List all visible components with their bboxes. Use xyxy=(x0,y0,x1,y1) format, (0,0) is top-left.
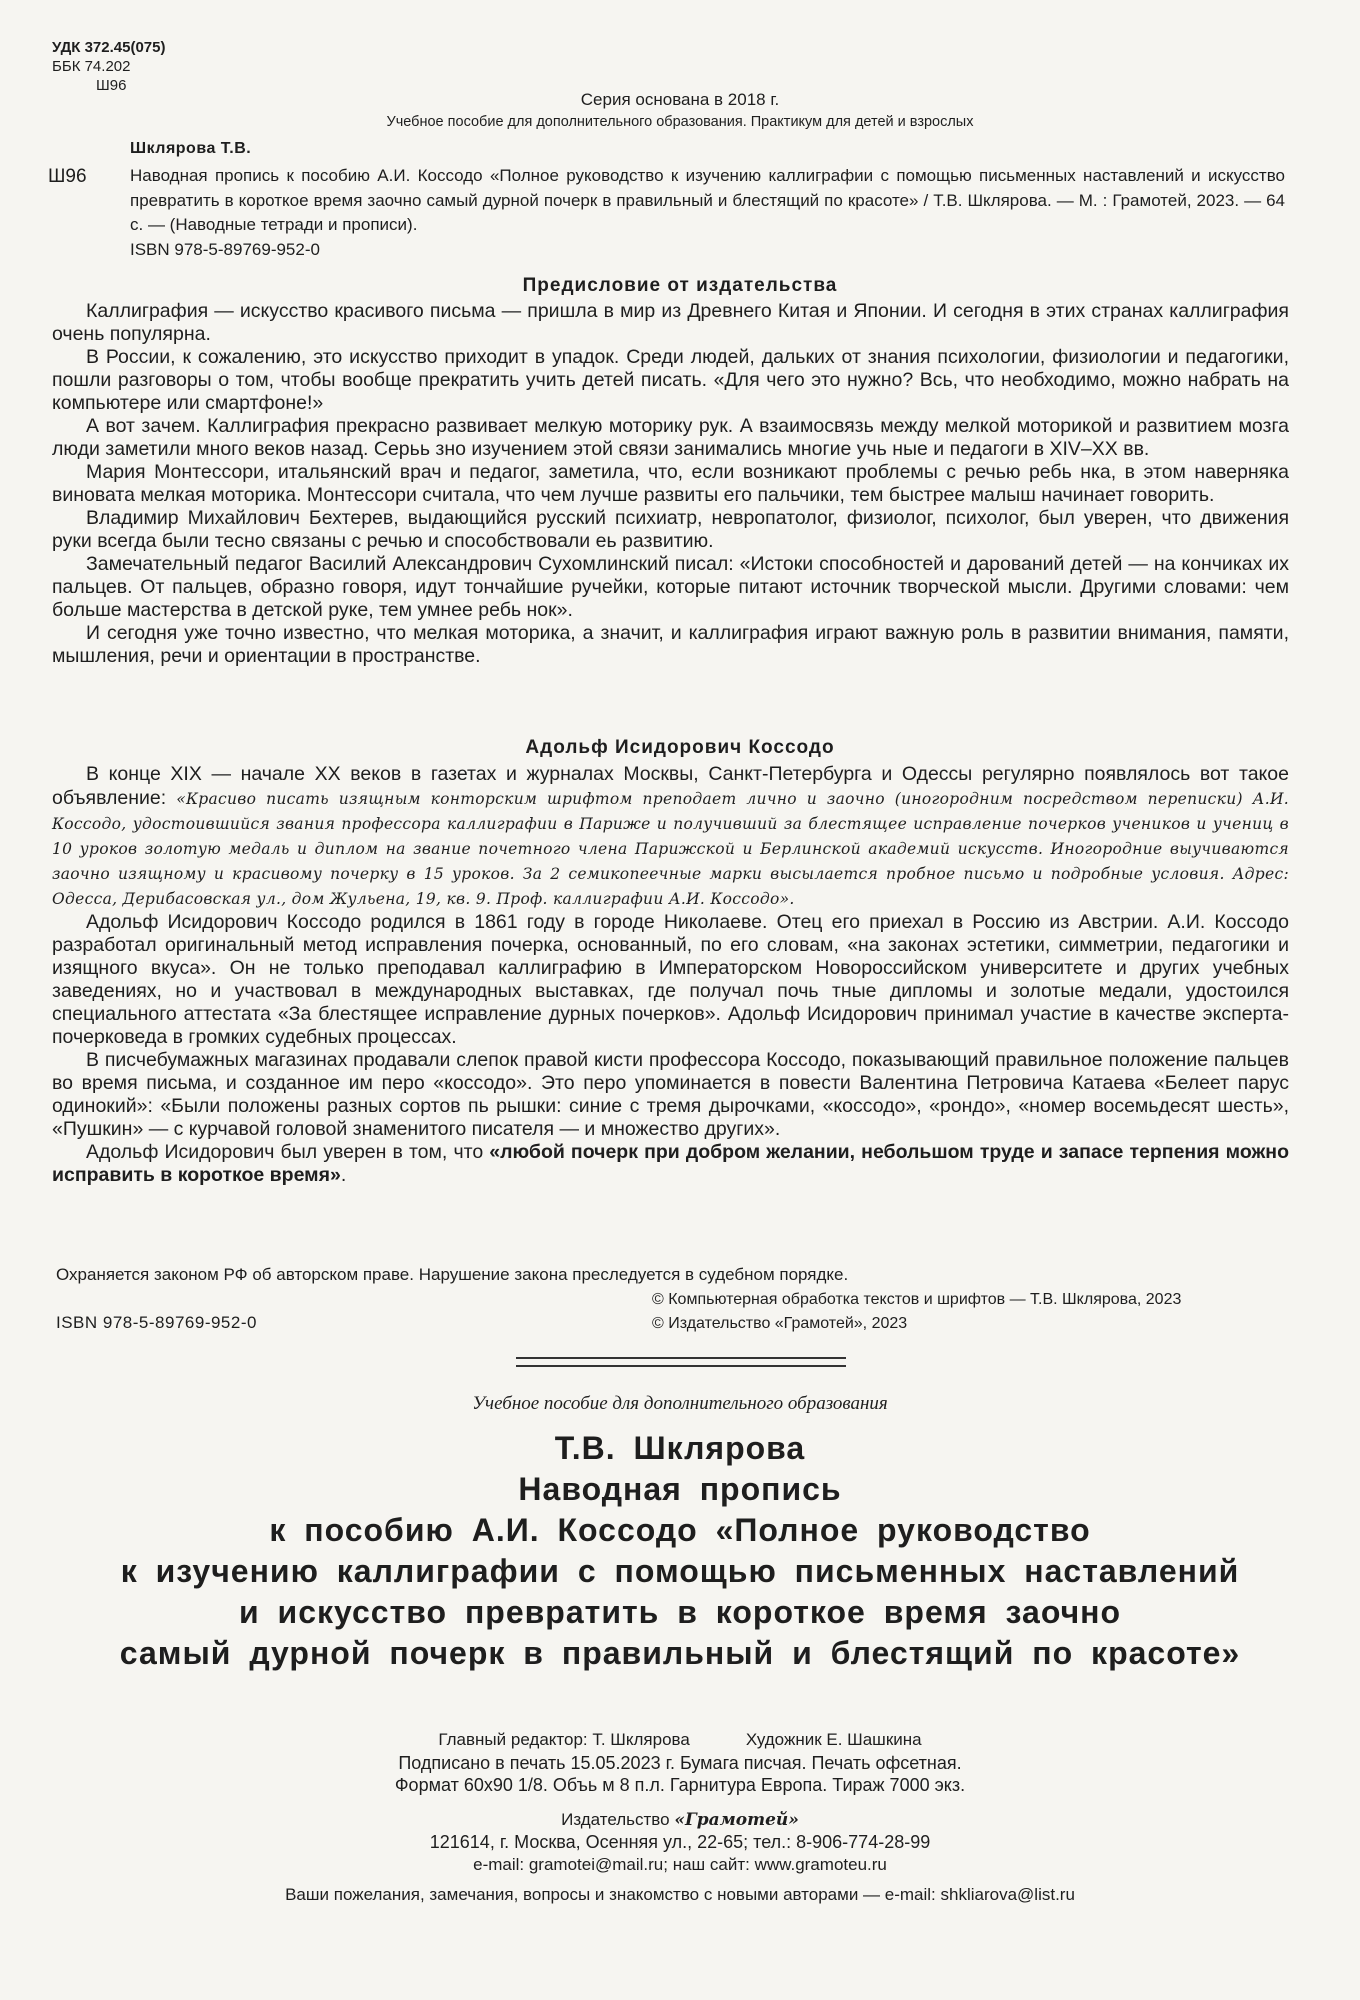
biblio-text: Наводная пропись к пособию А.И. Коссодо «Полное руководство к изучению каллиграфии с помощью письменных наставлений и искусство превратить в короткое время заочно самый дурной почерк в правильный и блестящий по красоте» / Т.В. Шклярова. — М. : Грамотей, 2023. — 64 с. — (Наводные тетради и прописи). xyxy=(130,166,1285,234)
book-title xyxy=(0,1469,1360,1674)
preface-paragraph: Каллиграфия — искусство красивого письма — пришла в мир из Древнего Китая и Японии. И сегодня в этих странах каллиграфия очень популярна. xyxy=(52,300,1289,345)
belief-end: . xyxy=(340,1164,347,1186)
format-line: Формат 60х90 1/8. Объь м 8 п.л. Гарнитура Европа. Тираж 7000 экз. xyxy=(394,1775,966,1795)
copyright-lines xyxy=(652,1288,1181,1336)
biography-paragraph: Адольф Исидорович Коссодо родился в 1861 году в городе Николаеве. Отец его приехал в Россию из Австрии. А.И. Коссодо разработал оригинальный метод исправления почерка, основанный, по его словам, «на законах эстетики, симметрии, педагогики и изящного вкуса». Он не только преподавал каллиграфию в Императорском Новороссийском университете и других учебных заведениях, но и участвовал в международных выставках, где получал почь тные дипломы и золотые медали, удостоился специального аттестата «За блестящее исправление дурных почерков». Адольф Исидорович принимал участие в качестве эксперта-почерковеда в громких судебных процессах. xyxy=(52,911,1289,1048)
kossodo-body xyxy=(52,762,1289,1187)
handwritten-advert: «Красиво писать изящным конторским шрифтом преподает лично и заочно (иногородним посредством переписки) А.И. Коссодо, удостоившийся звания профессора каллиграфии в Париже и получивший за блестящее исправление почерков учеников и учениц в 10 уроков золотую медаль и диплом на звание почетного члена Парижской и Берлинской академий искусств. Иногородние выучиваются заочно изящному и красивому почерку в 15 уроков. За 2 семикопеечные марки высылается пробное письмо и подробные условия. Адрес: Одесса, Дерибасовская ул., дом Жульена, 19, кв. 9. Проф. каллиграфии А.И. Коссодо». xyxy=(52,790,1289,908)
manual-type: Учебное пособие для дополнительного образования xyxy=(472,1393,888,1414)
kossodo-title: Адольф Исидорович Коссодо xyxy=(525,737,835,758)
classification-block xyxy=(52,38,165,95)
author-sign: Ш96 xyxy=(96,77,127,94)
title-line: к изучению каллиграфии с помощью письменных наставлений xyxy=(120,1553,1240,1589)
publisher-line xyxy=(0,1809,1360,1832)
isbn-bottom: ISBN 978-5-89769-952-0 xyxy=(56,1313,257,1332)
series-founded: Серия основана в 2018 г. xyxy=(580,90,780,109)
advert-intro: В конце XIX — начале XX веков в газетах и журналах Москвы, Санкт-Петербурга и Одессы регулярно появлялось вот такое объявление: xyxy=(52,763,1289,809)
publisher-name: «Грамотей» xyxy=(674,1809,799,1830)
title-line: самый дурной почерк в правильный и блестящий по красоте» xyxy=(119,1635,1241,1671)
preface-paragraph: И сегодня уже точно известно, что мелкая моторика, а значит, и каллиграфия играют важную роль в развитии внимания, памяти, мышления, речи и ориентации в пространстве. xyxy=(52,622,1289,667)
pen-paragraph: В писчебумажных магазинах продавали слепок правой кисти профессора Коссодо, показывающий правильное положение пальцев во время письма, и созданное им перо «коссодо». Это перо упоминается в повести Валентина Петровича Катаева «Белеет парус одинокий»: «Были положены разных сортов пь рышки: синие с тремя дырочками, «коссодо», «рондо», «номер восемьдесят шесть», «Пушкин» — с курчавой головой знаменитого писателя — и множество других». xyxy=(52,1049,1289,1140)
belief-quote: «любой почерк при добром желании, небольшом труде и запасе терпения можно исправить в короткое время» xyxy=(52,1141,1289,1186)
title-author: Т.В. Шклярова xyxy=(554,1430,806,1466)
publisher-label: Издательство xyxy=(561,1809,675,1829)
copyright-publisher: © Издательство «Грамотей», 2023 xyxy=(652,1315,908,1332)
biblio-description xyxy=(130,164,1285,262)
belief-paragraph xyxy=(52,1141,1289,1187)
belief-start: Адольф Исидорович был уверен в том, что xyxy=(86,1141,490,1163)
address-line: 121614, г. Москва, Осенняя ул., 22-65; тел.: 8-906-774-28-99 xyxy=(429,1832,931,1852)
artist: Художник Е. Шашкина xyxy=(745,1730,922,1749)
double-rule-divider xyxy=(516,1357,846,1367)
editors-line xyxy=(0,1729,1360,1752)
bbk-code: ББК 74.202 xyxy=(52,58,131,75)
copyright-texts: © Компьютерная обработка текстов и шрифтов — Т.В. Шклярова, 2023 xyxy=(652,1291,1182,1308)
preface-title: Предисловие от издательства xyxy=(522,275,838,296)
copyright-notice: Охраняется законом РФ об авторском праве. Нарушение закона преследуется в судебном порядке. xyxy=(56,1265,849,1284)
biblio-author: Шклярова Т.В. xyxy=(130,140,252,157)
biblio-code: Ш96 xyxy=(48,166,87,187)
contacts-line: e-mail: gramotei@mail.ru; наш сайт: www.gramoteu.ru xyxy=(473,1854,887,1874)
signed-line: Подписано в печать 15.05.2023 г. Бумага писчая. Печать офсетная. xyxy=(398,1752,962,1773)
preface-paragraph: А вот зачем. Каллиграфия прекрасно развивает мелкую моторику рук. А взаимосвязь между мелкой моторикой и развитием мозга люди заметили много веков назад. Серьь зно изучением этой связи занимались многие учь ные и педагоги в XIV–XX вв. xyxy=(52,415,1289,460)
title-line: Наводная пропись xyxy=(518,1471,842,1507)
preface-paragraph: Замечательный педагог Василий Александрович Сухомлинский писал: «Истоки способностей и дарований детей — на кончиках их пальцев. От пальцев, образно говоря, идут тончайшие ручейки, которые питают источник творческой мысли. Другими словами: чем больше мастерства в детской руке, тем умнее ребь нок». xyxy=(52,553,1289,621)
preface-paragraph: Мария Монтессори, итальянский врач и педагог, заметила, что, если возникают проблемы с речью ребь нка, в этом наверняка виновата мелкая моторика. Монтессори считала, что чем лучше развиты его пальчики, тем быстрее малыш начинает говорить. xyxy=(52,461,1289,506)
preface-body xyxy=(52,300,1289,668)
title-line: и искусство превратить в короткое время заочно xyxy=(238,1594,1122,1630)
biblio-isbn: ISBN 978-5-89769-952-0 xyxy=(130,239,320,259)
udk-code: УДК 372.45(075) xyxy=(52,39,166,56)
title-line: к пособию А.И. Коссодо «Полное руководство xyxy=(269,1512,1091,1548)
chief-editor: Главный редактор: Т. Шклярова xyxy=(438,1730,690,1749)
feedback-line: Ваши пожелания, замечания, вопросы и знакомство с новыми авторами — e-mail: shkliarova@list.ru xyxy=(285,1885,1075,1904)
imprint-block xyxy=(0,1729,1360,1907)
preface-paragraph: Владимир Михайлович Бехтерев, выдающийся русский психиатр, невропатолог, физиолог, психолог, был уверен, что движения руки всегда были тесно связаны с речью и способствовали еь развитию. xyxy=(52,507,1289,552)
advert-paragraph xyxy=(52,762,1289,911)
preface-paragraph: В России, к сожалению, это искусство приходит в упадок. Среди людей, дальких от знания психологии, физиологии и педагогики, пошли разговоры о том, чтобы вообще прекратить учить детей писать. «Для чего это нужно? Всь, что необходимо, можно набрать на компьютере или смартфоне!» xyxy=(52,346,1289,414)
series-subtitle: Учебное пособие для дополнительного образования. Практикум для детей и взрослых xyxy=(386,114,974,130)
